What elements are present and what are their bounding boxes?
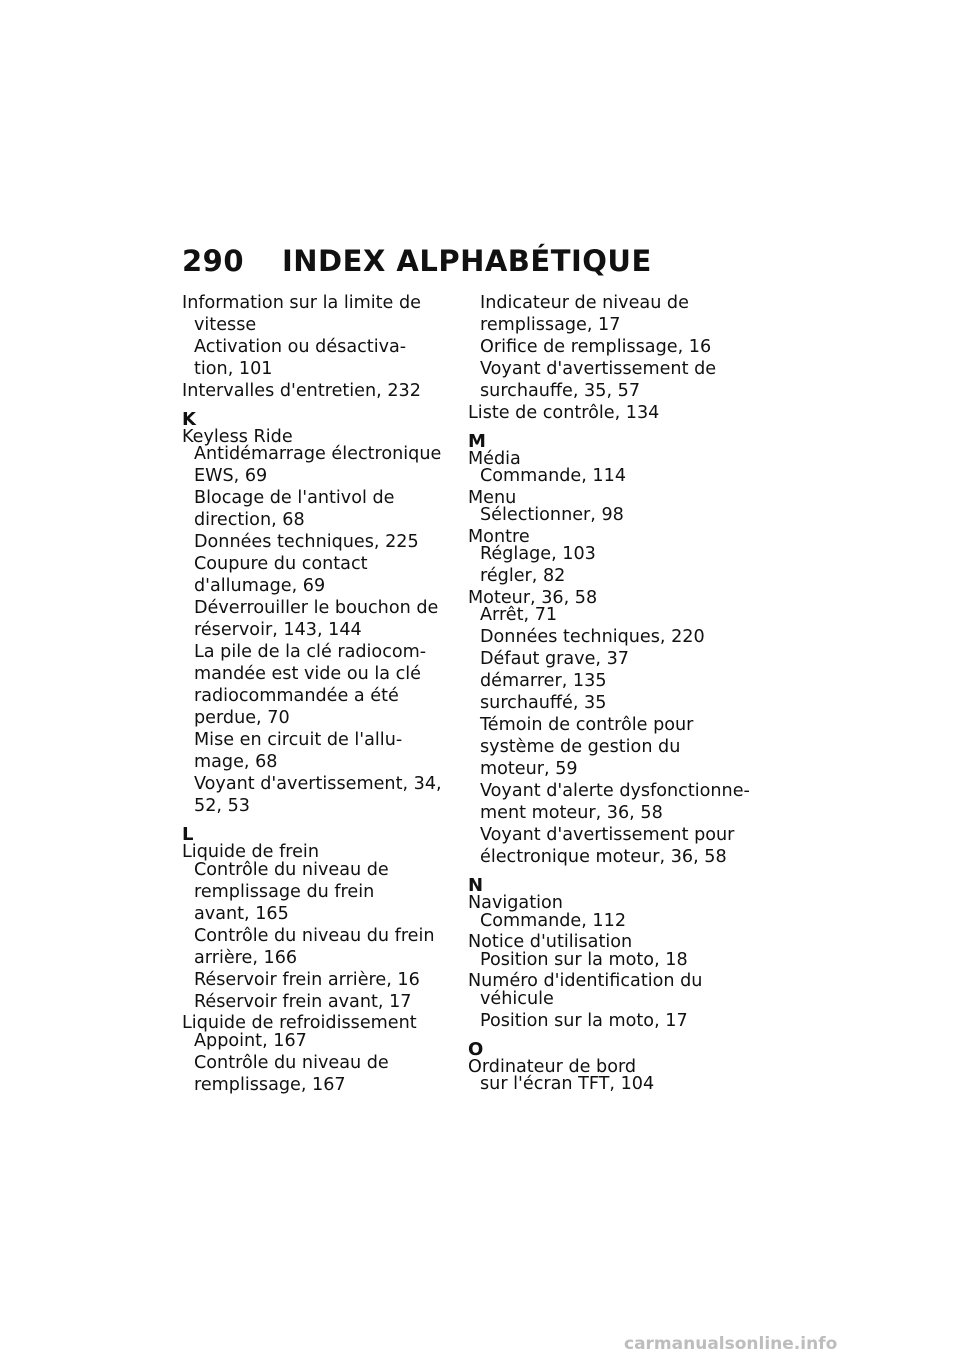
- index-subentry: Contrôle du niveau du frein: [194, 925, 435, 946]
- index-entry: Navigation: [468, 893, 563, 913]
- index-subentry: Réglage, 103: [480, 544, 596, 564]
- index-subentry: Orifice de remplissage, 16: [480, 337, 712, 357]
- index-letter-heading: K: [182, 408, 196, 430]
- index-subentry: 52, 53: [194, 796, 250, 816]
- page-number: 290: [182, 244, 245, 278]
- index-subentry: vitesse: [194, 315, 257, 335]
- index-subentry: d'allumage, 69: [194, 576, 326, 596]
- index-letter-heading: O: [468, 1038, 484, 1060]
- index-subentry: véhicule: [480, 988, 554, 1009]
- index-subentry: Témoin de contrôle pour: [480, 715, 694, 735]
- index-subentry: Appoint, 167: [194, 1030, 307, 1051]
- index-subentry: Contrôle du niveau de: [194, 859, 389, 880]
- index-subentry: avant, 165: [194, 903, 289, 924]
- index-subentry: sur l'écran TFT, 104: [480, 1074, 655, 1094]
- index-entry: Liquide de refroidissement: [182, 1013, 417, 1033]
- index-subentry: arrière, 166: [194, 947, 298, 968]
- index-entry: Ordinateur de bord: [468, 1056, 637, 1077]
- index-subentry: mage, 68: [194, 752, 278, 772]
- index-subentry: démarrer, 135: [480, 671, 607, 691]
- index-subentry: La pile de la clé radiocom-: [194, 642, 427, 662]
- index-subentry: tion, 101: [194, 359, 273, 379]
- index-subentry: Antidémarrage électronique: [194, 444, 442, 464]
- index-subentry: ment moteur, 36, 58: [480, 803, 663, 823]
- index-subentry: radiocommandée a été: [194, 686, 399, 706]
- index-subentry: réservoir, 143, 144: [194, 620, 362, 640]
- index-subentry: Arrêt, 71: [480, 605, 558, 625]
- index-subentry: Voyant d'alerte dysfonctionne-: [480, 781, 750, 801]
- index-subentry: Voyant d'avertissement pour: [480, 825, 735, 845]
- index-entry: Menu: [468, 487, 517, 508]
- index-subentry: Position sur la moto, 17: [480, 1010, 688, 1031]
- index-subentry: moteur, 59: [480, 759, 578, 779]
- index-subentry: Données techniques, 225: [194, 532, 419, 552]
- page-title: INDEX ALPHABÉTIQUE: [282, 244, 652, 278]
- index-subentry: Déverrouiller le bouchon de: [194, 598, 439, 618]
- index-subentry: surchauffe, 35, 57: [480, 381, 641, 401]
- index-subentry: Contrôle du niveau de: [194, 1052, 389, 1073]
- watermark: carmanualsonline.info: [624, 1334, 838, 1354]
- index-subentry: direction, 68: [194, 510, 305, 530]
- index-subentry: régler, 82: [480, 566, 566, 586]
- index-entry: Liste de contrôle, 134: [468, 402, 660, 423]
- index-subentry: perdue, 70: [194, 708, 290, 728]
- index-subentry: remplissage, 17: [480, 315, 621, 335]
- index-subentry: Indicateur de niveau de: [480, 293, 689, 313]
- index-entry: Moteur, 36, 58: [468, 587, 598, 608]
- index-subentry: Réservoir frein arrière, 16: [194, 969, 420, 990]
- index-letter-heading: L: [182, 824, 194, 845]
- index-subentry: Commande, 112: [480, 910, 627, 931]
- page-header: [182, 244, 652, 278]
- index-subentry: Position sur la moto, 18: [480, 949, 688, 970]
- index-subentry: Coupure du contact: [194, 554, 368, 574]
- index-subentry: EWS, 69: [194, 466, 268, 486]
- index-entry: Numéro d'identification du: [468, 971, 703, 991]
- index-subentry: Commande, 114: [480, 466, 627, 486]
- index-entry: Notice d'utilisation: [468, 932, 633, 952]
- index-subentry: remplissage, 167: [194, 1074, 346, 1095]
- index-subentry: Voyant d'avertissement, 34,: [194, 774, 442, 794]
- index-subentry: Activation ou désactiva-: [194, 337, 407, 357]
- index-subentry: Défaut grave, 37: [480, 649, 629, 669]
- index-subentry: Sélectionner, 98: [480, 505, 624, 525]
- index-subentry: Voyant d'avertissement de: [480, 359, 717, 379]
- index-entry: Liquide de frein: [182, 842, 319, 862]
- index-subentry: mandée est vide ou la clé: [194, 664, 422, 684]
- index-subentry: système de gestion du: [480, 737, 681, 757]
- index-subentry: électronique moteur, 36, 58: [480, 847, 727, 867]
- index-letter-heading: M: [468, 430, 486, 452]
- index-entry: Média: [468, 448, 521, 469]
- index-subentry: remplissage du frein: [194, 881, 375, 902]
- index-subentry: Mise en circuit de l'allu-: [194, 730, 403, 750]
- index-entry: Keyless Ride: [182, 426, 293, 447]
- index-subentry: Données techniques, 220: [480, 627, 705, 647]
- index-letter-heading: N: [468, 875, 484, 896]
- index-entry: Montre: [468, 526, 530, 547]
- index-entry: Intervalles d'entretien, 232: [182, 380, 421, 401]
- index-subentry: surchauffé, 35: [480, 693, 607, 713]
- index-entry: Information sur la limite de: [182, 293, 421, 313]
- index-subentry: Blocage de l'antivol de: [194, 488, 395, 508]
- index-subentry: Réservoir frein avant, 17: [194, 991, 412, 1012]
